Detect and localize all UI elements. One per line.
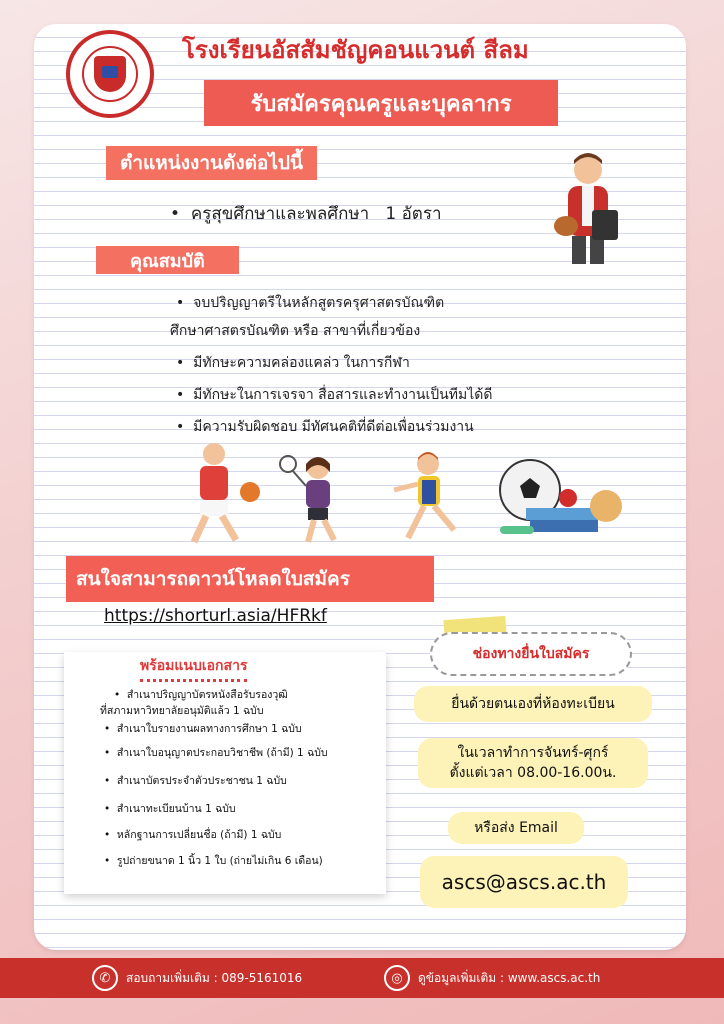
office-time: ตั้งแต่เวลา 08.00-16.00น.: [449, 765, 617, 781]
basketball-player-illustration: [170, 440, 266, 546]
phone-text[interactable]: สอบถามเพิ่มเติม : 089-5161016: [126, 970, 303, 985]
qualification-item: • มีความรับผิดชอบ มีทัศนคติที่ดีต่อเพื่อนร่วมงาน: [176, 419, 474, 435]
qualification-text: มีความรับผิดชอบ มีทัศนคติที่ดีต่อเพื่อนร่วมงาน: [193, 419, 474, 435]
footer-bar: [0, 958, 724, 998]
qualification-item: • มีทักษะในการเจรจา สื่อสารและทำงานเป็นทีมได้ดี: [176, 387, 493, 403]
qualification-section-title: คุณสมบัติ: [96, 246, 239, 274]
document-text: สำเนาปริญญาบัตรหนังสือรับรองวุฒิ: [126, 689, 288, 701]
qualification-item: • จบปริญญาตรีในหลักสูตรครุศาสตรบัณฑิต: [176, 295, 445, 311]
bullet-icon: •: [170, 204, 191, 224]
qualification-text: จบปริญญาตรีในหลักสูตรครุศาสตรบัณฑิต: [193, 295, 445, 311]
sports-equipment-illustration: [496, 456, 626, 542]
qualification-item: • มีทักษะความคล่องแคล่ว ในการกีฬา: [176, 355, 410, 371]
recruitment-heading: รับสมัครคุณครูและบุคลากร: [204, 80, 558, 126]
submit-in-person: ยื่นด้วยตนเองที่ห้องทะเบียน: [414, 686, 652, 722]
contact-email[interactable]: ascs@ascs.ac.th: [420, 856, 628, 908]
document-item: • สำเนาใบรายงานผลทางการศึกษา 1 ฉบับ: [104, 723, 302, 735]
globe-icon: ◎: [384, 965, 410, 991]
document-text: หลักฐานการเปลี่ยนชื่อ (ถ้ามี) 1 ฉบับ: [116, 829, 282, 841]
document-item: • รูปถ่ายขนาด 1 นิ้ว 1 ใบ (ถ่ายไม่เกิน 6 เดือน): [104, 855, 323, 867]
document-item: • สำเนาปริญญาบัตรหนังสือรับรองวุฒิ: [114, 689, 288, 701]
document-text: สำเนาใบอนุญาตประกอบวิชาชีพ (ถ้ามี) 1 ฉบับ: [116, 747, 328, 759]
qualification-text: มีทักษะในการเจรจา สื่อสารและทำงานเป็นทีมได้ดี: [193, 387, 493, 403]
qualification-item-continued: ศึกษาศาสตรบัณฑิต หรือ สาขาที่เกี่ยวข้อง: [170, 323, 421, 339]
runner-illustration: [378, 450, 468, 546]
document-item: • สำเนาใบอนุญาตประกอบวิชาชีพ (ถ้ามี) 1 ฉบับ: [104, 747, 328, 759]
submission-channel-title: ช่องทางยื่นใบสมัคร: [430, 632, 632, 676]
badminton-player-illustration: [278, 450, 368, 546]
website-text[interactable]: ดูข้อมูลเพิ่มเติม : www.ascs.ac.th: [418, 970, 601, 985]
school-name: โรงเรียนอัสสัมชัญคอนแวนต์ สีลม: [182, 36, 529, 64]
document-text: รูปถ่ายขนาด 1 นิ้ว 1 ใบ (ถ่ายไม่เกิน 6 เดือน): [116, 855, 323, 867]
email-option-label: หรือส่ง Email: [448, 812, 584, 844]
application-download-link[interactable]: https://shorturl.asia/HFRkf: [104, 606, 327, 626]
footer-website: [384, 958, 600, 998]
document-text: สำเนาใบรายงานผลทางการศึกษา 1 ฉบับ: [116, 723, 302, 735]
teacher-illustration: [542, 150, 632, 270]
document-item: • สำเนาทะเบียนบ้าน 1 ฉบับ: [104, 803, 236, 815]
position-name: ครูสุขศึกษาและพลศึกษา: [190, 204, 370, 224]
office-hours: [418, 738, 648, 788]
qualification-text: มีทักษะความคล่องแคล่ว ในการกีฬา: [193, 355, 410, 371]
footer-phone: [92, 958, 302, 998]
document-text: สำเนาบัตรประจำตัวประชาชน 1 ฉบับ: [116, 775, 287, 787]
documents-title: พร้อมแนบเอกสาร: [140, 655, 247, 682]
position-item: [170, 200, 442, 227]
document-item: • สำเนาบัตรประจำตัวประชาชน 1 ฉบับ: [104, 775, 287, 787]
position-section-title: ตำแหน่งงานดังต่อไปนี้: [106, 146, 317, 180]
school-logo: [66, 30, 154, 118]
phone-icon: ✆: [92, 965, 118, 991]
download-section-title: สนใจสามารถดาวน์โหลดใบสมัคร: [66, 556, 434, 602]
document-item-continued: ที่สภามหาวิทยาลัยอนุมัติแล้ว 1 ฉบับ: [100, 705, 264, 717]
document-item: • หลักฐานการเปลี่ยนชื่อ (ถ้ามี) 1 ฉบับ: [104, 829, 282, 841]
logo-emblem: [82, 46, 138, 102]
office-days: ในเวลาทำการจันทร์-ศุกร์: [457, 745, 609, 761]
document-text: สำเนาทะเบียนบ้าน 1 ฉบับ: [116, 803, 236, 815]
position-count: 1 อัตรา: [385, 204, 442, 224]
shield-icon: [94, 56, 126, 92]
